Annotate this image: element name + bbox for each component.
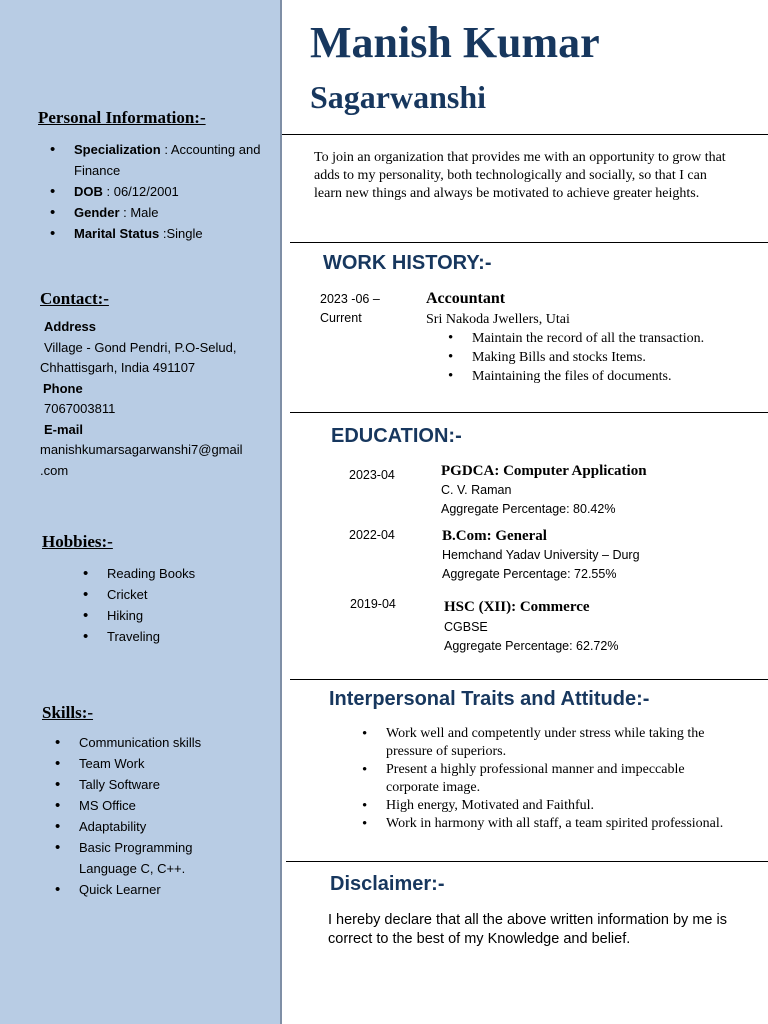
education-divider [290,679,768,680]
education-title: PGDCA: Computer Application [441,463,647,479]
hobbies-list [107,563,267,647]
education-date: 2023-04 [349,468,395,482]
education-title: B.Com: General [442,528,547,544]
skill-item: • Team Work [79,753,229,774]
education-score: Aggregate Percentage: 80.42% [441,502,616,516]
traits-divider [286,861,768,862]
contact-section [40,289,109,309]
work-company: Sri Nakoda Jwellers, Utai [426,312,570,327]
education-date: 2022-04 [349,528,395,542]
duty-item: • Maintain the record of all the transaction. [472,329,762,348]
work-date: 2023 -06 – Current [320,292,380,325]
phone-label: Phone [43,380,83,396]
education-institution: C. V. Raman [441,483,512,497]
objective-text: To join an organization that provides me with an opportunity to grow that adds to my personality, both technologically and socially, so that I can learn new things and always be motivated to achieve greater heights. [314,150,726,201]
contact-details [40,317,275,481]
hobby-item: • Hiking [107,605,267,626]
personal-item-gender: • Gender : Male [74,202,264,223]
skill-item: • Quick Learner [79,879,229,900]
sidebar-divider [280,0,282,1024]
duty-item: • Making Bills and stocks Items. [472,348,762,367]
personal-list [74,139,264,244]
disclaimer-heading: Disclaimer:- [330,873,445,895]
skill-item: • Adaptability [79,816,229,837]
trait-item: • Work well and competently under stress while taking the pressure of superiors. [386,725,736,761]
skills-list [79,732,229,900]
skill-item: • Tally Software [79,774,229,795]
hobby-item: • Reading Books [107,563,267,584]
personal-heading: Personal Information:- [38,108,206,127]
personal-item-specialization: • Specialization : Accounting and Finance [74,139,264,181]
education-date: 2019-04 [350,597,396,611]
disclaimer-text: I hereby declare that all the above written information by me is correct to the best of my Knowledge and belief. [328,912,727,947]
trait-item: • High energy, Motivated and Faithful. [386,797,736,815]
hobby-item: • Traveling [107,626,267,647]
education-score: Aggregate Percentage: 62.72% [444,639,619,653]
personal-item-marital-status: • Marital Status :Single [74,223,264,244]
address-label: Address [44,319,97,334]
traits-list [386,725,736,833]
personal-item-dob: • DOB : 06/12/2001 [74,181,264,202]
header-divider [282,134,768,135]
education-institution: Hemchand Yadav University – Durg [442,548,640,562]
hobbies-section [42,532,113,552]
address-line-1: Village - Gond Pendri, P.O-Selud, [44,339,237,355]
hobby-item: • Cricket [107,584,267,605]
education-heading: EDUCATION:- [331,425,462,447]
objective-divider [290,242,768,243]
address-line-2: Chhattisgarh, India 491107 [40,360,196,375]
work-divider [290,412,768,413]
work-duties-list [472,329,762,386]
work-job-title: Accountant [426,290,506,307]
phone-number: 7067003811 [44,401,116,416]
email-line-1: manishkumarsagarwanshi7@gmail [40,442,243,457]
trait-item: • Work in harmony with all staff, a team spirited professional. [386,815,736,833]
email-label: E-mail [44,421,84,437]
education-institution: CGBSE [444,620,488,634]
name-first-line: Manish Kumar [310,18,600,67]
trait-item: • Present a highly professional manner and impeccable corporate image. [386,761,736,797]
duty-item: • Maintaining the files of documents. [472,367,762,386]
education-score: Aggregate Percentage: 72.55% [442,567,617,581]
hobbies-heading: Hobbies:- [42,532,113,551]
skills-section [42,703,93,723]
email-line-2: .com [40,462,69,478]
skill-item: • Basic Programming Language C, C++. [79,837,229,879]
personal-section [38,108,206,128]
contact-heading: Contact:- [40,289,109,308]
skill-item: • MS Office [79,795,229,816]
skill-item: • Communication skills [79,732,229,753]
traits-heading: Interpersonal Traits and Attitude:- [329,688,650,710]
skills-heading: Skills:- [42,703,94,722]
work-heading: WORK HISTORY:- [323,252,492,274]
name-second-line: Sagarwanshi [310,79,487,115]
education-title: HSC (XII): Commerce [444,599,590,615]
